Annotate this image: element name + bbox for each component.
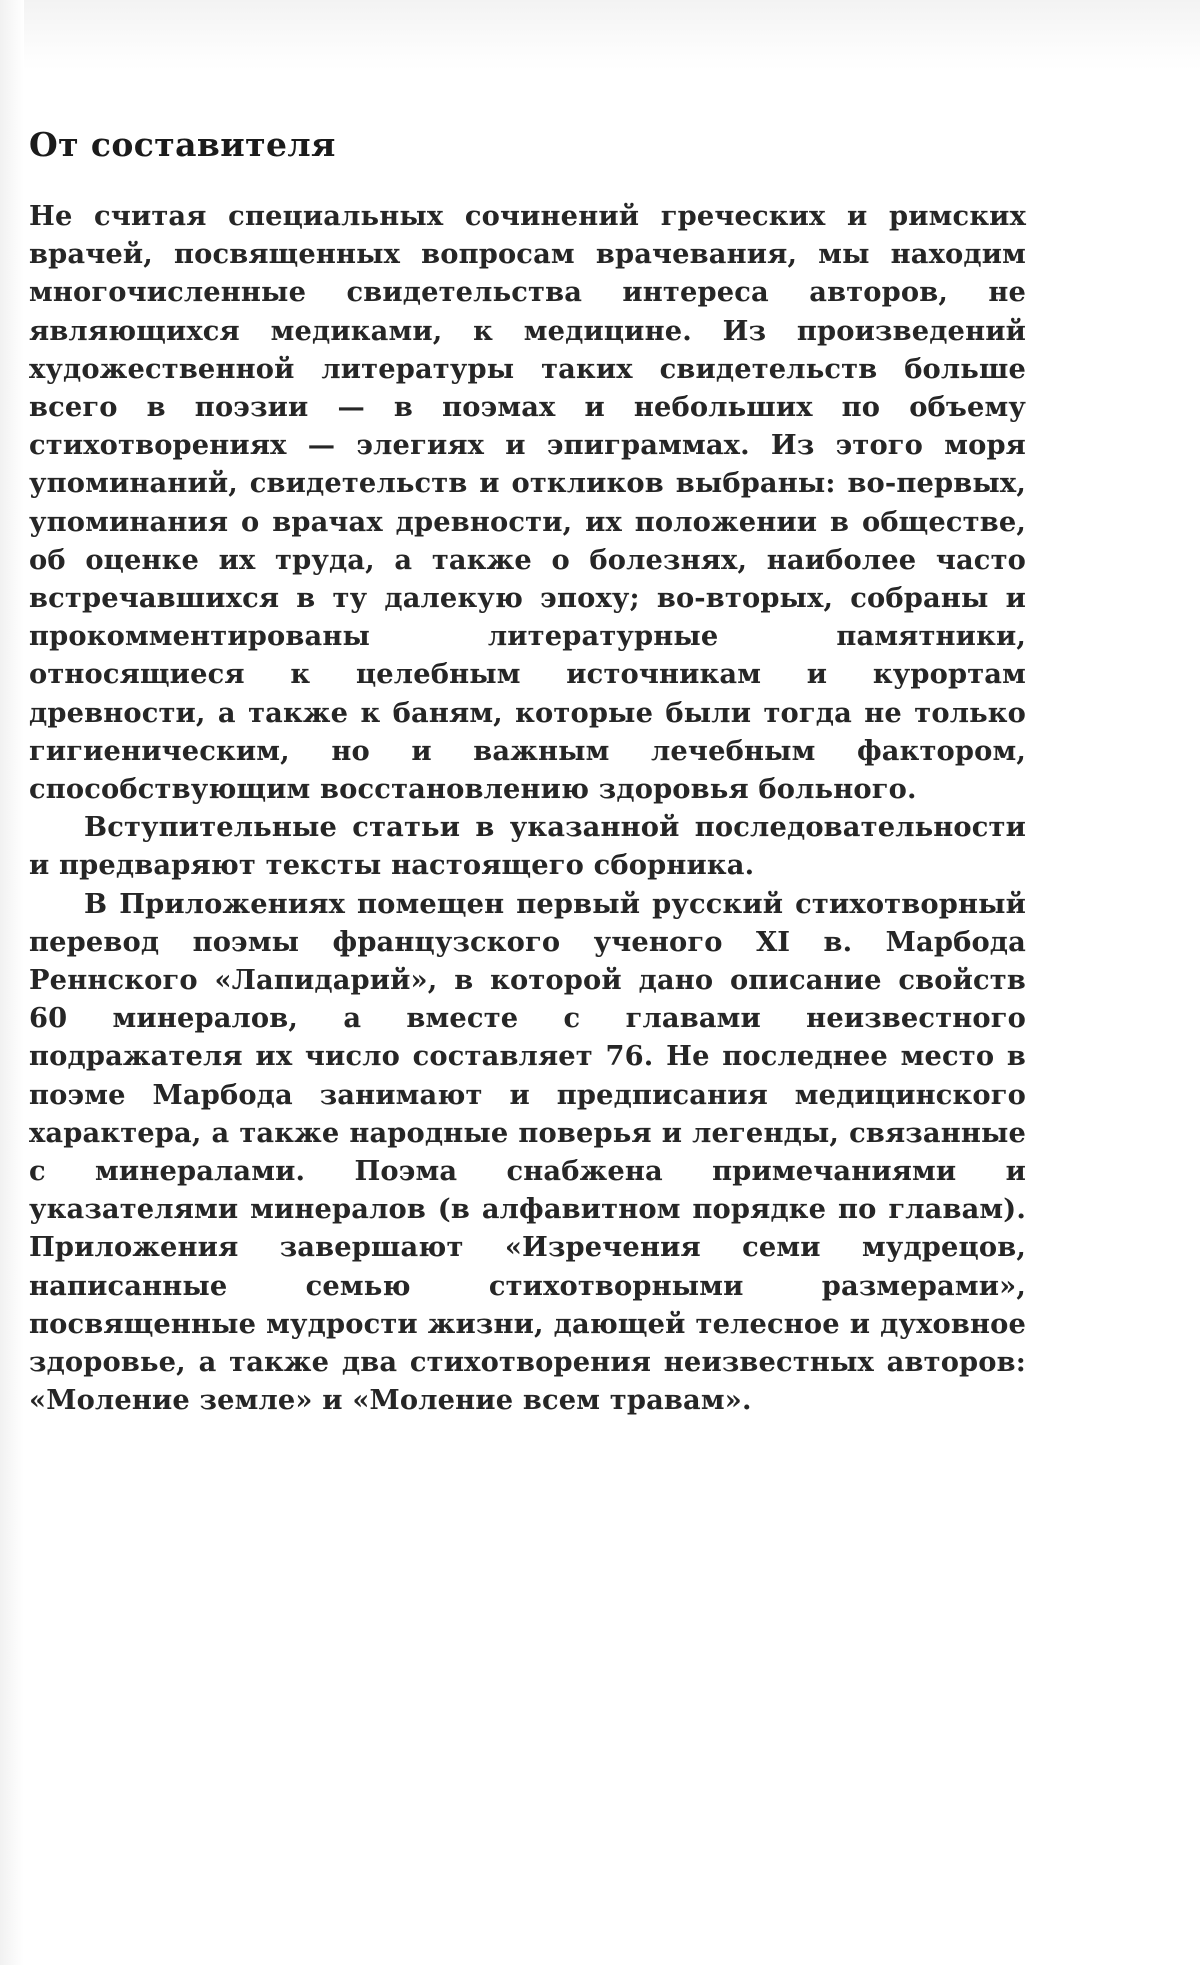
page-left-shading bbox=[0, 0, 24, 1965]
section-title: От составителя bbox=[29, 125, 336, 164]
paragraph-3: В Приложениях помещен первый русский стихотворный перевод поэмы французского ученого XI в. Марбода Реннского «Лапидарий», в которой дано описание свойств 60 минералов, а вместе с главами неизвестного подражателя их число составляет 76. Не последнее место в поэме Марбода занимают и предписания медицинского характера, а также народные поверья и легенды, связанные с минералами. Поэма снабжена примечаниями и указателями минералов (в алфавитном порядке по главам). Приложения завершают «Изречения семи мудрецов, написанные семью стихотворными размерами», посвященные мудрости жизни, дающей телесное и духовное здоровье, а также два стихотворения неизвестных авторов: «Моление земле» и «Моление всем травам». bbox=[29, 887, 1026, 1417]
page-top-shading bbox=[0, 0, 1200, 70]
paragraph-1: Не считая специальных сочинений греческих и римских врачей, посвященных вопросам врачевания, мы находим многочисленные свидетельства интереса авторов, не являющихся медиками, к медицине. Из произведений художественной литературы таких свидетельств больше всего в поэзии — в поэмах и небольших по объему стихотворениях — элегиях и эпиграммах. Из этого моря упоминаний, свидетельств и откликов выбраны: во-первых, упоминания о врачах древности, их положении в обществе, об оценке их труда, а также о болезнях, наиболее часто встречавшихся в ту далекую эпоху; во-вторых, собраны и прокомментированы литературные памятники, относящиеся к целебным источникам и курортам древности, а также к баням, которые были тогда не только гигиеническим, но и важным лечебным фактором, способствующим восстановлению здоровья больного. bbox=[29, 200, 1026, 806]
paragraph-2: Вступительные статьи в указанной последовательности и предваряют тексты настоящего сборника. bbox=[29, 811, 1026, 882]
preface-section bbox=[29, 125, 1026, 1420]
